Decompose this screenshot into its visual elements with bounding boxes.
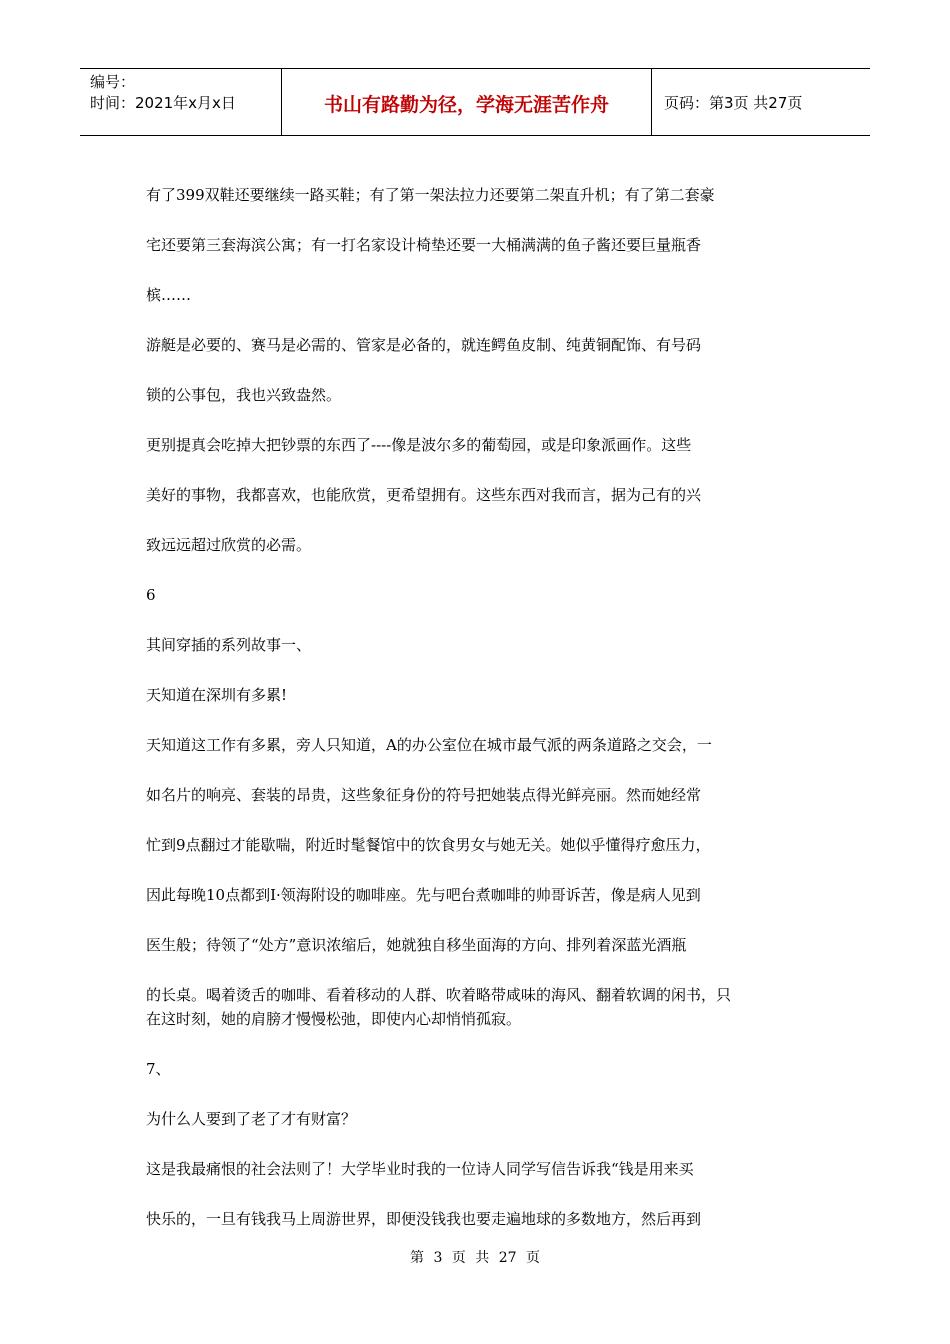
text-line: 医生般；待领了“处方”意识浓缩后，她就独自移坐面海的方向、排列着深蓝光酒瓶 bbox=[146, 936, 687, 954]
section-number: 6 bbox=[146, 586, 156, 604]
text-line: 有了399双鞋还要继续一路买鞋；有了第一架法拉力还要第二架直升机；有了第二套豪 bbox=[146, 186, 715, 204]
text-line: 更别提真会吃掉大把钞票的东西了----像是波尔多的葡萄园，或是印象派画作。这些 bbox=[146, 436, 692, 454]
text-line: 如名片的响亮、套装的昂贵，这些象征身份的符号把她装点得光鲜亮丽。然而她经常 bbox=[146, 786, 702, 804]
section-heading: 为什么人要到了老了才有财富？ bbox=[146, 1110, 357, 1128]
text-line: 游艇是必要的、赛马是必需的、管家是必备的，就连鳄鱼皮制、纯黄铜配饰、有号码 bbox=[146, 336, 702, 354]
text-line: 天知道这工作有多累，旁人只知道，A的办公室位在城市最气派的两条道路之交会，一 bbox=[146, 736, 712, 754]
doc-number-label: 编号： bbox=[90, 73, 136, 91]
page-footer: 第 3 页 共 27 页 bbox=[410, 1250, 540, 1266]
text-line: 快乐的，一旦有钱我马上周游世界，即便没钱我也要走遍地球的多数地方，然后再到 bbox=[146, 1210, 702, 1228]
text-line: 这是我最痛恨的社会法则了！大学毕业时我的一位诗人同学写信告诉我“钱是用来买 bbox=[146, 1160, 694, 1178]
section-heading: 其间穿插的系列故事一、 bbox=[146, 636, 312, 654]
header-page-number: 页码：第3页 共27页 bbox=[664, 94, 803, 112]
text-line: 美好的事物，我都喜欢，也能欣赏，更希望拥有。这些东西对我而言，据为己有的兴 bbox=[146, 486, 702, 504]
document-body bbox=[146, 184, 811, 1258]
text-line: 因此每晚10点都到I·领海附设的咖啡座。先与吧台煮咖啡的帅哥诉苦，像是病人见到 bbox=[146, 886, 701, 904]
text-line: 忙到9点翻过才能歇喘，附近时髦餐馆中的饮食男女与她无关。她似乎懂得疗愈压力， bbox=[146, 836, 711, 854]
text-line: 致远远超过欣赏的必需。 bbox=[146, 536, 312, 554]
header-meta bbox=[80, 69, 282, 135]
text-line: 在这时刻，她的肩膀才慢慢松弛，即使内心却悄悄孤寂。 bbox=[146, 1010, 522, 1028]
section-number: 7、 bbox=[146, 1060, 171, 1078]
text-line: 槟…… bbox=[146, 286, 192, 304]
text-line: 锁的公事包，我也兴致盎然。 bbox=[146, 386, 342, 404]
story-title: 天知道在深圳有多累! bbox=[146, 686, 288, 704]
page-header bbox=[80, 68, 870, 136]
text-line: 宅还要第三套海滨公寓；有一打名家设计椅垫还要一大桶满满的鱼子酱还要巨量瓶香 bbox=[146, 236, 702, 254]
header-motto: 书山有路勤为径，学海无涯苦作舟 bbox=[282, 69, 652, 135]
text-line: 的长桌。喝着烫舌的咖啡、看着移动的人群、吹着略带咸味的海风、翻着软调的闲书，只 bbox=[146, 986, 732, 1004]
doc-time-label: 时间：2021年x月x日 bbox=[90, 94, 236, 112]
